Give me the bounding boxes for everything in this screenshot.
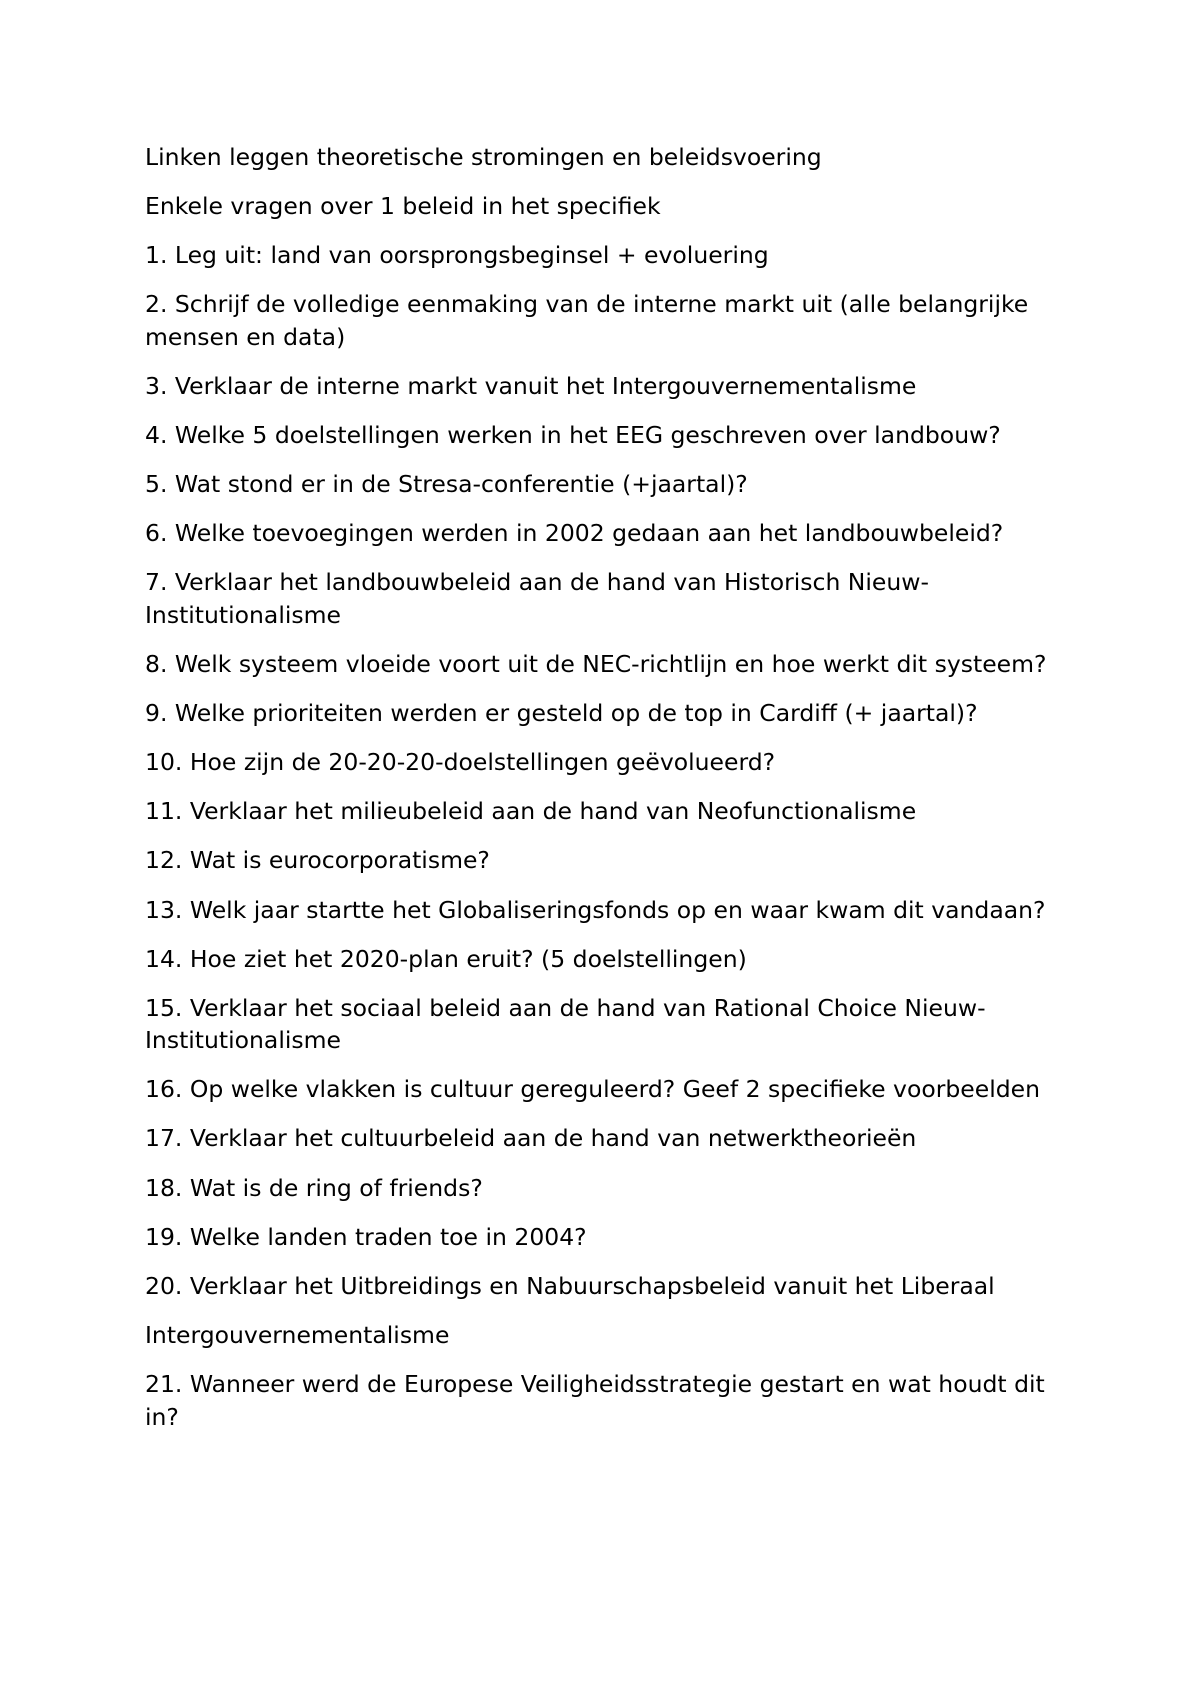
question-16: 16. Op welke vlakken is cultuur gereguleerd? Geef 2 specifieke voorbeelden xyxy=(145,1075,1041,1104)
question-20: 20. Verklaar het Uitbreidings en Nabuurschapsbeleid vanuit het Liberaal xyxy=(145,1271,995,1300)
document-subheading: Enkele vragen over 1 beleid in het specifiek xyxy=(145,192,661,221)
question-20-continuation: Intergouvernementalisme xyxy=(145,1320,450,1349)
question-15: 15. Verklaar het sociaal beleid aan de hand van Rational Choice Nieuw-Institutionalisme xyxy=(145,993,986,1055)
question-18: 18. Wat is de ring of friends? xyxy=(145,1173,483,1202)
question-3: 3. Verklaar de interne markt vanuit het Intergouvernementalisme xyxy=(145,371,917,400)
question-4: 4. Welke 5 doelstellingen werken in het EEG geschreven over landbouw? xyxy=(145,421,1001,450)
question-8: 8. Welk systeem vloeide voort uit de NEC-richtlijn en hoe werkt dit systeem? xyxy=(145,650,1047,679)
question-21: 21. Wanneer werd de Europese Veiligheidsstrategie gestart en wat houdt dit in? xyxy=(145,1369,1045,1431)
question-13: 13. Welk jaar startte het Globaliseringsfonds op en waar kwam dit vandaan? xyxy=(145,895,1046,924)
question-14: 14. Hoe ziet het 2020-plan eruit? (5 doelstellingen) xyxy=(145,944,747,973)
question-17: 17. Verklaar het cultuurbeleid aan de hand van netwerktheorieën xyxy=(145,1124,917,1153)
document-page xyxy=(145,141,1065,1450)
question-1: 1. Leg uit: land van oorsprongsbeginsel + evoluering xyxy=(145,241,769,270)
question-7: 7. Verklaar het landbouwbeleid aan de hand van Historisch Nieuw-Institutionalisme xyxy=(145,568,929,629)
question-5: 5. Wat stond er in de Stresa-conferentie (+jaartal)? xyxy=(145,470,748,499)
question-12: 12. Wat is eurocorporatisme? xyxy=(145,846,490,875)
question-10: 10. Hoe zijn de 20-20-20-doelstellingen geëvolueerd? xyxy=(145,748,776,777)
document-heading: Linken leggen theoretische stromingen en beleidsvoering xyxy=(145,143,822,171)
question-11: 11. Verklaar het milieubeleid aan de hand van Neofunctionalisme xyxy=(145,797,917,826)
question-6: 6. Welke toevoegingen werden in 2002 gedaan aan het landbouwbeleid? xyxy=(145,519,1004,548)
question-9: 9. Welke prioriteiten werden er gesteld op de top in Cardiff (+ jaartal)? xyxy=(145,699,978,728)
question-2: 2. Schrijf de volledige eenmaking van de interne markt uit (alle belangrijke mensen en data) xyxy=(145,290,1029,351)
question-19: 19. Welke landen traden toe in 2004? xyxy=(145,1222,587,1251)
